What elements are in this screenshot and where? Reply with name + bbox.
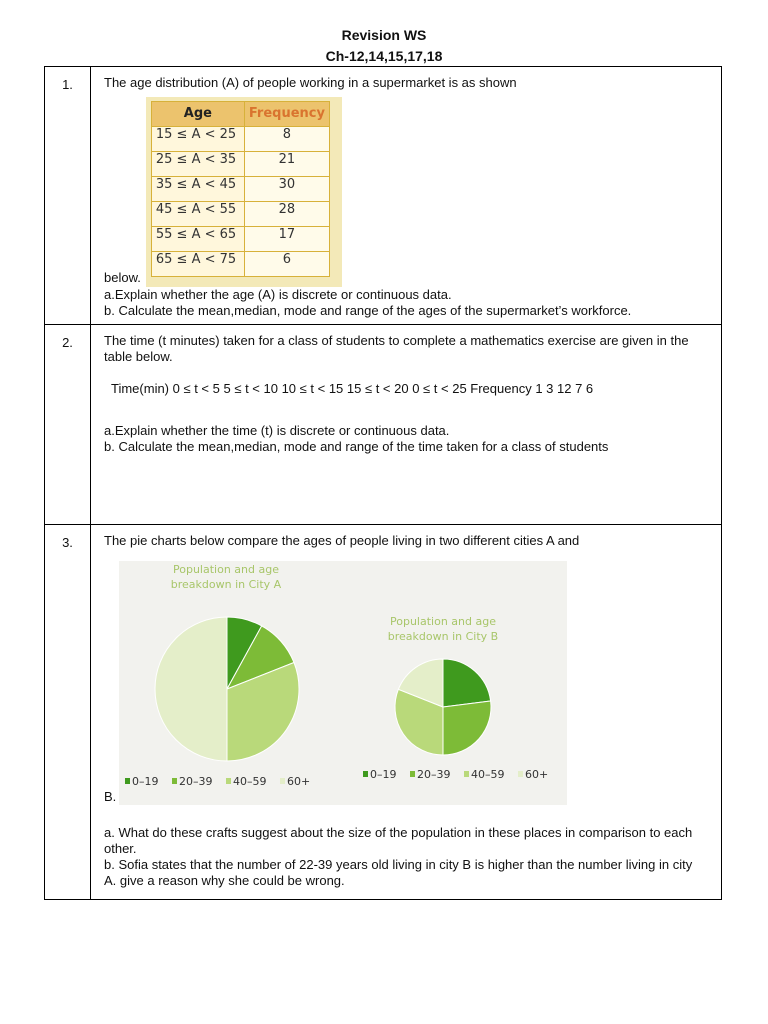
question-part-b: b. Sofia states that the number of 22-39 years old living in city B is higher than the number living in city A. give a reason why she could be wrong. [104,857,693,888]
question-part-b: b. Calculate the mean,median, mode and range of the ages of the supermarket’s workforce. [104,303,632,318]
city-b-label: B. [104,789,117,804]
table-row [151,202,329,227]
age-cell: 45 ≤ A < 55 [151,202,244,227]
age-cell: 35 ≤ A < 45 [151,177,244,202]
legend-swatch [518,771,523,777]
question-intro: The age distribution (A) of people working in a supermarket is as shown [104,75,517,90]
legend-label: 20–39 [179,775,213,788]
legend-label: 0–19 [370,768,397,781]
chart-a-title-line2: breakdown in City A [171,578,282,591]
legend-swatch [464,771,469,777]
frequency-cell: 28 [244,202,329,227]
legend-city-a [125,775,310,788]
pie-charts-image [119,561,567,805]
table-row [151,127,329,152]
question-number: 3. [45,525,91,900]
question-row-2 [45,325,722,525]
question-intro: The time (t minutes) taken for a class of students to complete a mathematics exercise are given in the table below. [104,333,689,364]
legend-label: 40–59 [233,775,267,788]
frequency-cell: 6 [244,252,329,277]
frequency-cell: 21 [244,152,329,177]
age-cell: 25 ≤ A < 35 [151,152,244,177]
pie-charts-svg [119,561,567,805]
table-row [151,227,329,252]
frequency-cell: 30 [244,177,329,202]
pie-slice-0–19 [443,659,491,707]
chart-b-title-line1: Population and age [390,615,497,628]
legend-city-b [363,768,548,781]
pie-slice-60+ [155,617,227,761]
legend-swatch [125,778,130,784]
time-frequency-text: Time(min) 0 ≤ t < 5 5 ≤ t < 10 10 ≤ t < 15 15 ≤ t < 20 0 ≤ t < 25 Frequency 1 3 12 7 6 [111,381,594,396]
page-subtitle: Ch-12,14,15,17,18 [325,48,443,64]
table-row [151,152,329,177]
age-header: Age [151,102,244,127]
legend-label: 60+ [287,775,311,788]
question-number: 2. [45,325,91,525]
legend-swatch [280,778,285,784]
legend-label: 60+ [525,768,549,781]
legend-swatch [172,778,177,784]
question-body [91,67,722,325]
age-frequency-table [151,101,330,277]
table-row [151,252,329,277]
age-cell: 55 ≤ A < 65 [151,227,244,252]
age-frequency-image [146,97,342,287]
table-row [151,177,329,202]
chart-b-title-line2: breakdown in City B [388,630,499,643]
below-label: below. [104,270,141,285]
legend-swatch [363,771,368,777]
legend-swatch [410,771,415,777]
page-title: Revision WS [341,27,427,43]
question-body [91,325,722,525]
age-cell: 15 ≤ A < 25 [151,127,244,152]
question-part-a: a.Explain whether the time (t) is discrete or continuous data. [104,423,450,438]
frequency-header: Frequency [244,102,329,127]
legend-label: 0–19 [132,775,159,788]
question-body [91,525,722,900]
legend-label: 40–59 [471,768,505,781]
frequency-cell: 17 [244,227,329,252]
chart-a-title-line1: Population and age [173,563,280,576]
question-part-b: b. Calculate the mean,median, mode and range of the time taken for a class of students [104,439,609,454]
age-cell: 65 ≤ A < 75 [151,252,244,277]
worksheet-table [44,66,722,900]
question-intro: The pie charts below compare the ages of people living in two different cities A and [104,533,580,548]
question-part-a: a. What do these crafts suggest about the size of the population in these places in comparison to each other. [104,825,693,856]
legend-label: 20–39 [417,768,451,781]
pie-chart-city-b [395,659,491,755]
question-row-1 [45,67,722,325]
frequency-cell: 8 [244,127,329,152]
question-number: 1. [45,67,91,325]
pie-chart-city-a [155,617,299,761]
pie-slice-20–39 [443,701,491,755]
question-part-a: a.Explain whether the age (A) is discrete or continuous data. [104,287,452,302]
question-row-3 [45,525,722,900]
legend-swatch [226,778,231,784]
